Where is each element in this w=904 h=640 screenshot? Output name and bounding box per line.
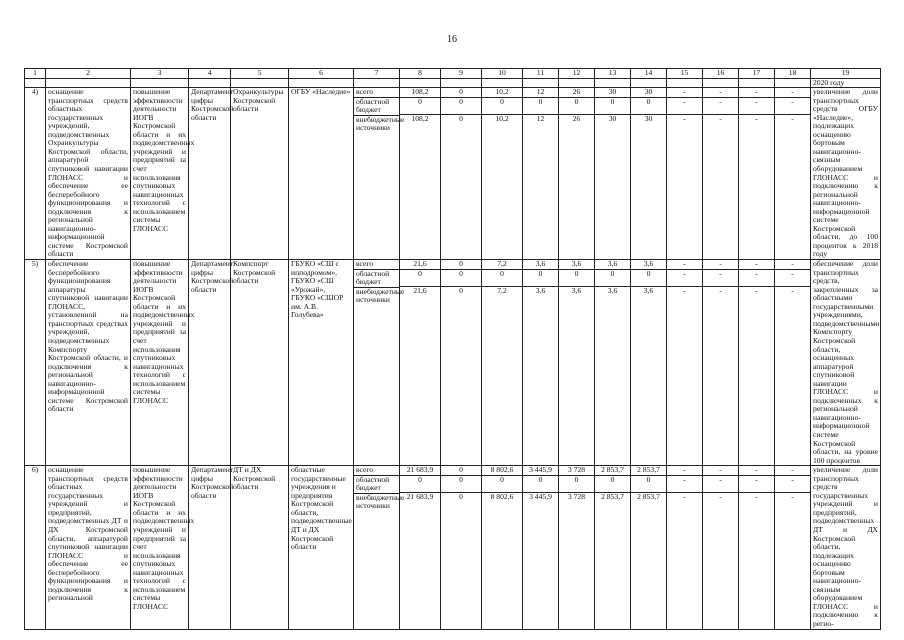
amount-total: 21 683,9: [400, 466, 440, 476]
co-executor: ДТ и ДХ Костромской области: [231, 466, 289, 629]
amount-total: 10,2: [482, 88, 522, 98]
amount-regional: -: [739, 98, 774, 115]
amount-extrabudgetary: 26: [572, 113, 581, 123]
amount-regional: 0: [559, 98, 594, 115]
amount-extrabudgetary: 8 802,6: [490, 491, 514, 501]
amount-extrabudgetary: -: [719, 113, 722, 123]
amount-regional: 0: [441, 270, 481, 287]
amount-extrabudgetary: -: [791, 491, 794, 501]
amount-regional: 0: [523, 270, 558, 287]
amount-total: 21,6: [400, 260, 440, 270]
amount-total: 3 445,9: [523, 466, 558, 476]
target-indicator: увеличение доли транспортных средств ОГБУ «Наследие», подлежащих оснащению бортовым навигационно-связным оборудованием ГЛОНАСС и подключению к региональной навигационно-информационной системе Костромской области, до 100 процентов к 2018 году: [811, 88, 881, 260]
col-number: 11: [523, 69, 559, 79]
amount-total: 108,2: [400, 88, 440, 98]
amount-regional: 0: [523, 476, 558, 493]
amount-extrabudgetary: 30: [644, 113, 653, 123]
amount-cell: [595, 88, 631, 260]
amount-cell: [595, 466, 631, 629]
amount-extrabudgetary: -: [755, 285, 758, 295]
expected-result: повышение эффективности деятельности ИОГВ Костромской области и их подведомственных учреждений и предприятий за счет использования спутниковых навигационных технологий с использованием системы ГЛОНАСС: [131, 88, 189, 260]
funding-source-label: областной бюджет: [354, 270, 399, 288]
amount-cell: [523, 88, 559, 260]
amount-extrabudgetary: 3,6: [571, 285, 582, 295]
amount-regional: -: [667, 476, 702, 493]
amount-total: -: [775, 260, 810, 270]
col-number: 5: [231, 69, 289, 79]
participant: ОГБУ «Наследие»: [289, 88, 354, 260]
amount-extrabudgetary: 0: [459, 285, 463, 295]
row-number: 5): [25, 260, 46, 466]
amount-extrabudgetary: 21,6: [413, 285, 427, 295]
amount-regional: -: [775, 476, 810, 493]
table-body: [25, 69, 881, 630]
expected-result: повышение эффективности деятельности ИОГВ Костромской области и их подведомственных учреждений и предприятий за счет использования спутниковых навигационных технологий с использованием системы ГЛОНАСС: [131, 466, 189, 629]
amount-cell: [482, 88, 523, 260]
amount-total: 30: [631, 88, 666, 98]
amount-extrabudgetary: 3,6: [607, 285, 618, 295]
amount-cell: [441, 88, 482, 260]
amount-extrabudgetary: -: [719, 491, 722, 501]
amount-cell: [703, 466, 739, 629]
amount-total: 3,6: [523, 260, 558, 270]
amount-extrabudgetary: -: [755, 113, 758, 123]
funding-source-label: всего: [354, 88, 399, 98]
amount-total: 12: [523, 88, 558, 98]
row-number: 6): [25, 466, 46, 629]
col-number: 14: [631, 69, 667, 79]
amount-extrabudgetary: -: [683, 285, 686, 295]
col-number: 9: [441, 69, 482, 79]
amount-cell: [775, 260, 811, 466]
amount-regional: 0: [400, 98, 440, 115]
amount-total: -: [667, 260, 702, 270]
amount-cell: [631, 88, 667, 260]
amount-cell: [441, 260, 482, 466]
amount-total: 0: [441, 260, 481, 270]
continuation-text: 2020 году: [811, 78, 881, 88]
col-number: 8: [400, 69, 441, 79]
amount-cell: [400, 88, 441, 260]
amount-extrabudgetary: 10,2: [495, 113, 509, 123]
amount-cell: [559, 260, 595, 466]
col-number: 2: [46, 69, 131, 79]
amount-extrabudgetary: -: [719, 285, 722, 295]
amount-cell: [739, 88, 775, 260]
amount-extrabudgetary: 2 853,7: [601, 491, 624, 501]
funding-source-label: внебюджетные источники: [356, 114, 405, 133]
funding-source: [354, 259, 405, 466]
amount-regional: 0: [441, 476, 481, 493]
amount-regional: 0: [631, 476, 666, 493]
amount-regional: -: [667, 270, 702, 287]
amount-total: 26: [559, 88, 594, 98]
row-number: 4): [25, 88, 46, 260]
amount-regional: 0: [400, 476, 440, 493]
amount-total: 2 853,7: [595, 466, 630, 476]
amount-total: 3,6: [631, 260, 666, 270]
amount-total: 8 802,6: [482, 466, 522, 476]
amount-cell: [667, 260, 703, 466]
activity-name: оснащение транспортных средств областных государственных учреждений, подведомственных Охранкультуры Костромской области, аппаратурой спутниковой навигации ГЛОНАСС и обеспечение ее бесперебойного функционирования и подключения к региональной навигационно-информационной системе Костромской области: [46, 88, 131, 260]
amount-cell: [595, 260, 631, 466]
amount-extrabudgetary: 21 683,9: [406, 491, 434, 501]
amount-regional: 0: [400, 270, 440, 287]
amount-total: 7,2: [482, 260, 522, 270]
amount-extrabudgetary: 0: [459, 491, 463, 501]
amount-cell: [441, 466, 482, 629]
amount-total: 3 728: [559, 466, 594, 476]
activity-name: обеспечение бесперебойного функционирования аппаратуры спутниковой навигации ГЛОНАСС, установленной на транспортных средствах учреждений, подведомственных Компспорту Костромской области, и подключения к региональной навигационно-информационной системе Костромской области: [46, 260, 131, 466]
co-executor: Охранкультуры Костромской области: [231, 88, 289, 260]
column-number-row: [25, 69, 881, 79]
amount-regional: -: [775, 98, 810, 115]
amount-regional: 0: [482, 98, 522, 115]
amount-total: -: [703, 260, 738, 270]
amount-total: -: [775, 88, 810, 98]
amount-cell: [400, 466, 441, 629]
amount-total: -: [775, 466, 810, 476]
funding-source-label: внебюджетные источники: [356, 492, 405, 511]
funding-source: [354, 465, 405, 629]
amount-regional: 0: [631, 270, 666, 287]
col-number: 15: [667, 69, 703, 79]
amount-cell: [482, 466, 523, 629]
amount-extrabudgetary: -: [791, 113, 794, 123]
amount-regional: 0: [559, 476, 594, 493]
amount-cell: [775, 88, 811, 260]
amount-cell: [775, 466, 811, 629]
amount-cell: [559, 88, 595, 260]
amount-total: 0: [441, 466, 481, 476]
col-number: 13: [595, 69, 631, 79]
amount-cell: [667, 88, 703, 260]
amount-regional: -: [667, 98, 702, 115]
activity-row: [25, 466, 881, 629]
amount-cell: [739, 260, 775, 466]
amount-extrabudgetary: 108,2: [411, 113, 429, 123]
amount-extrabudgetary: -: [755, 491, 758, 501]
amount-extrabudgetary: 12: [536, 113, 545, 123]
amount-extrabudgetary: 3 728: [567, 491, 586, 501]
amount-cell: [523, 466, 559, 629]
amount-regional: 0: [559, 270, 594, 287]
amount-regional: -: [703, 270, 738, 287]
amount-extrabudgetary: 3 445,9: [529, 491, 552, 501]
col-number: 18: [775, 69, 811, 79]
amount-cell: [559, 466, 595, 629]
col-number: 3: [131, 69, 189, 79]
funding-source-label: всего: [354, 260, 399, 270]
amount-cell: [523, 260, 559, 466]
amount-regional: 0: [523, 98, 558, 115]
col-number: 4: [189, 69, 231, 79]
amount-regional: -: [739, 270, 774, 287]
activity-row: [25, 88, 881, 260]
expected-result: повышение эффективности деятельности ИОГВ Костромской области и их подведомственных учреждений и предприятий за счет использования спутниковых навигационных технологий с использованием системы ГЛОНАСС: [131, 260, 189, 466]
target-indicator: обеспечение доли транспортных средств, закрепленных за областными государственными учреждениями, подведомственными Компспорту Костромской области, оснащенных аппаратурой спутниковой навигации ГЛОНАСС и подключенных к региональной навигационно-информационной системе Костромской области, на уровне 100 процентов: [811, 260, 881, 466]
col-number: 6: [289, 69, 354, 79]
amount-cell: [703, 88, 739, 260]
amount-cell: [739, 466, 775, 629]
col-number: 16: [703, 69, 739, 79]
amount-extrabudgetary: 0: [459, 113, 463, 123]
amount-total: 3,6: [595, 260, 630, 270]
amount-total: -: [739, 466, 774, 476]
amount-total: -: [739, 260, 774, 270]
amount-extrabudgetary: -: [791, 285, 794, 295]
responsible-executor: Департамент цифры Костромской области: [189, 88, 231, 260]
amount-regional: 0: [595, 270, 630, 287]
activity-name: оснащение транспортных средств областных государственных учреждений и предприятий, подведомственных ДТ и ДХ Костромской области, аппаратурой спутниковой навигации ГЛОНАСС и обеспечение ее бесперебойного функционирования и подключения к региональной: [46, 466, 131, 629]
col-number: 12: [559, 69, 595, 79]
funding-source-label: областной бюджет: [354, 476, 399, 494]
amount-total: 2 853,7: [631, 466, 666, 476]
col-number: 10: [482, 69, 523, 79]
responsible-executor: Департамент цифры Костромской области: [189, 466, 231, 629]
amount-total: 30: [595, 88, 630, 98]
amount-cell: [703, 260, 739, 466]
participant: ГБУКО «СШ с ипподромом», ГБУКО «СШ «Урожай», ГБУКО «СШОР им. А.В. Голубева»: [289, 260, 354, 466]
responsible-executor: Департамент цифры Костромской области: [189, 260, 231, 466]
amount-cell: [631, 466, 667, 629]
amount-regional: 0: [631, 98, 666, 115]
amount-regional: 0: [482, 476, 522, 493]
amount-extrabudgetary: 30: [608, 113, 617, 123]
amount-extrabudgetary: 3,6: [535, 285, 546, 295]
amount-regional: -: [775, 270, 810, 287]
program-activities-table: [24, 68, 881, 630]
amount-extrabudgetary: 3,6: [643, 285, 654, 295]
amount-regional: 0: [441, 98, 481, 115]
amount-extrabudgetary: -: [683, 113, 686, 123]
funding-source-label: областной бюджет: [354, 98, 399, 116]
co-executor: Компспорт Костромской области: [231, 260, 289, 466]
activity-row: [25, 260, 881, 466]
amount-total: -: [667, 466, 702, 476]
funding-source-label: внебюджетные источники: [356, 286, 405, 305]
target-indicator: увеличение доли транспортных средств государственных учреждений и предприятий, подведомственных ДТ и ДХ Костромской области, подлежащих оснащению бортовым навигационно-связным оборудованием ГЛОНАСС и подключению к регио-: [811, 466, 881, 629]
participant: областные государственные учреждения и предприятия Костромской области, подведомственные ДТ и ДХ Костромской области: [289, 466, 354, 629]
amount-cell: [400, 260, 441, 466]
page-number: 16: [447, 34, 457, 45]
amount-total: 0: [441, 88, 481, 98]
col-number: 1: [25, 69, 46, 79]
col-number: 7: [354, 69, 400, 79]
amount-extrabudgetary: -: [683, 491, 686, 501]
amount-total: -: [703, 88, 738, 98]
col-number: 17: [739, 69, 775, 79]
funding-source: [354, 87, 405, 260]
amount-regional: 0: [595, 98, 630, 115]
amount-total: -: [739, 88, 774, 98]
amount-total: 3,6: [559, 260, 594, 270]
amount-regional: -: [703, 98, 738, 115]
amount-regional: -: [703, 476, 738, 493]
funding-source-label: всего: [354, 466, 399, 476]
amount-regional: 0: [482, 270, 522, 287]
amount-extrabudgetary: 7,2: [497, 285, 507, 295]
amount-cell: [482, 260, 523, 466]
amount-total: -: [667, 88, 702, 98]
amount-regional: -: [739, 476, 774, 493]
amount-cell: [631, 260, 667, 466]
amount-extrabudgetary: 2 853,7: [637, 491, 660, 501]
amount-total: -: [703, 466, 738, 476]
col-number: 19: [811, 69, 881, 79]
amount-cell: [667, 466, 703, 629]
amount-regional: 0: [595, 476, 630, 493]
